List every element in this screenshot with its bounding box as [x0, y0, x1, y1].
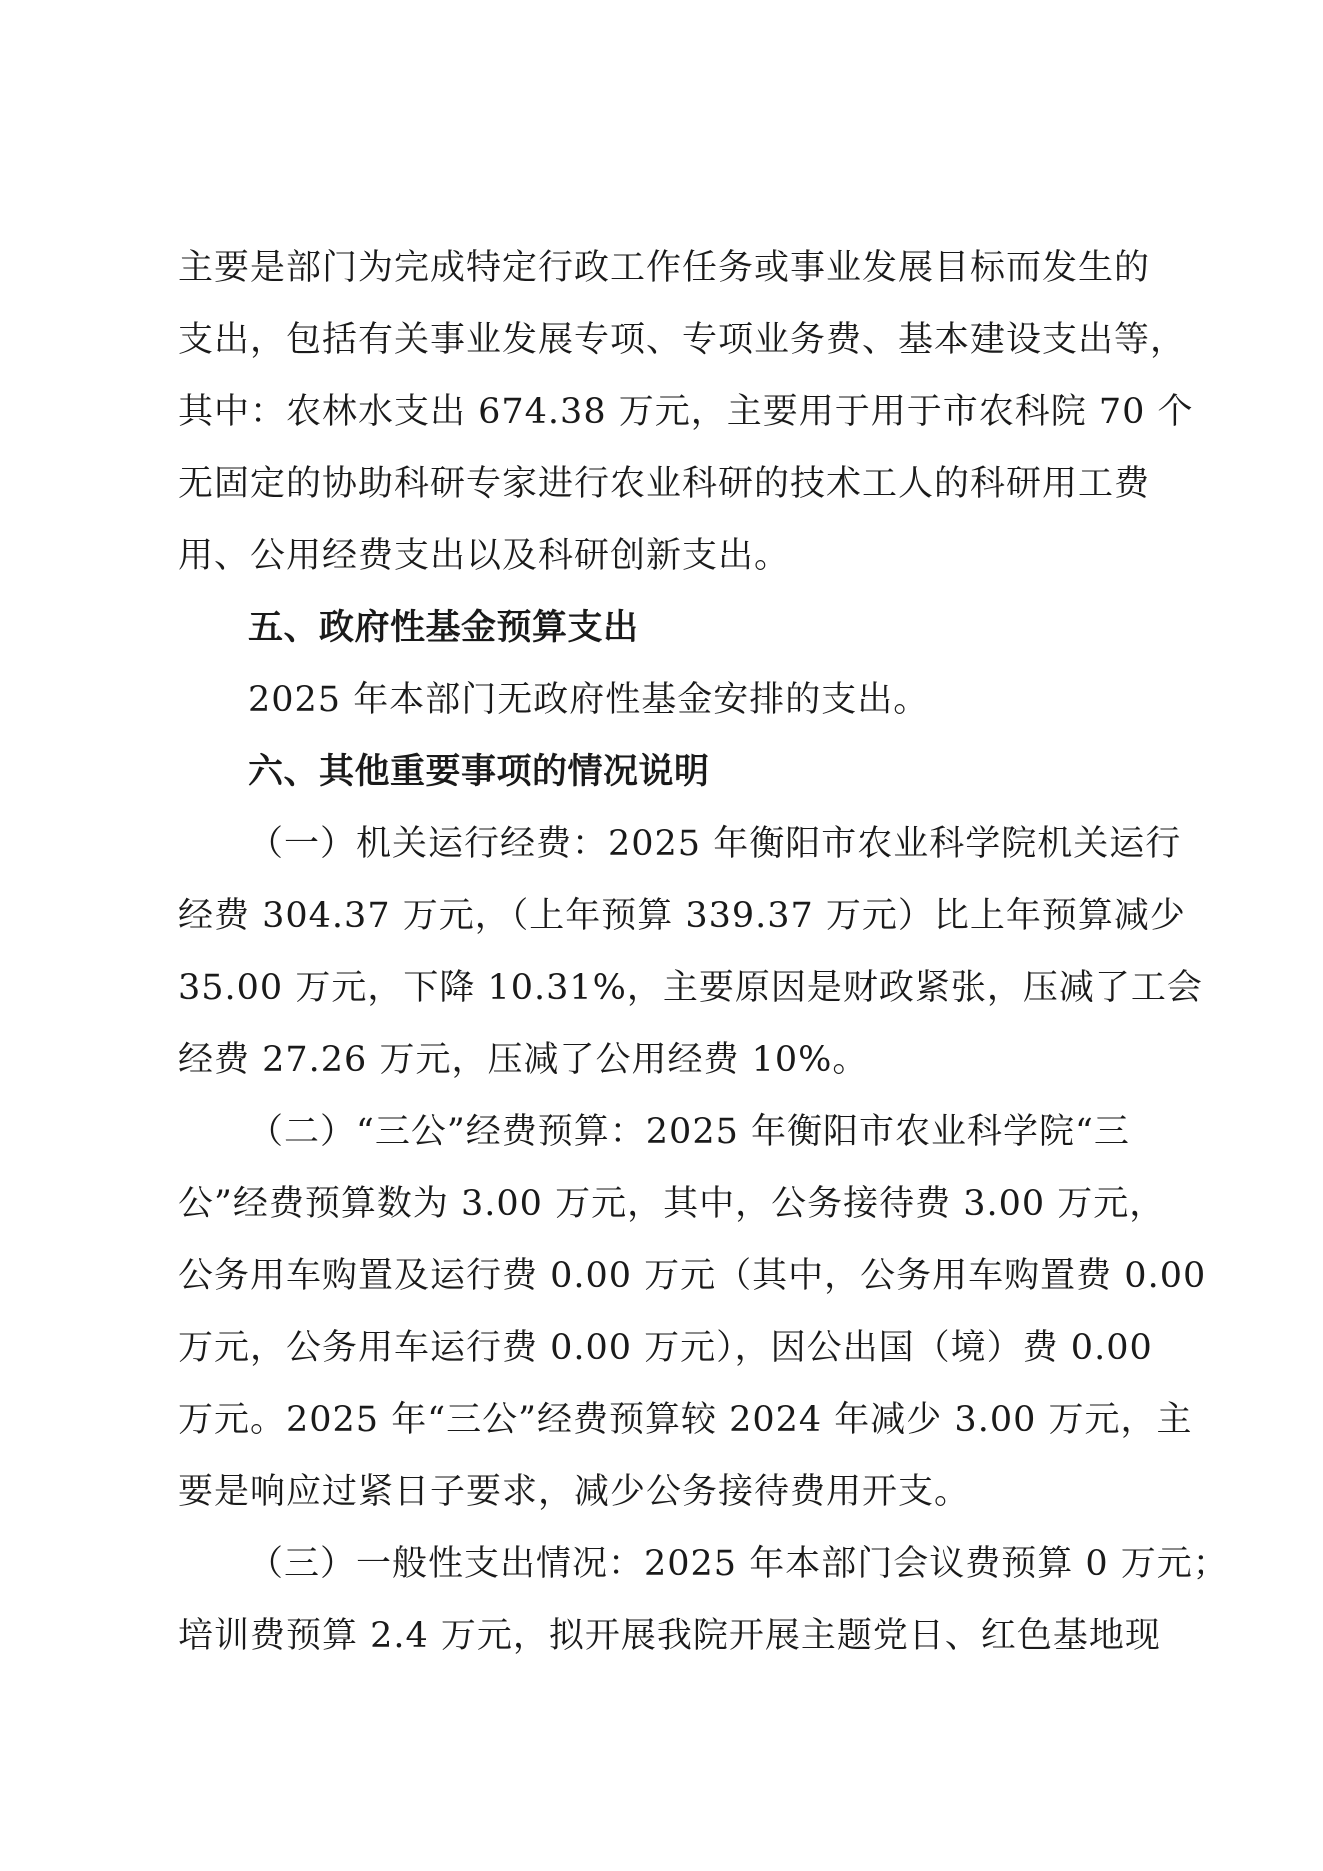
paragraph-line: （二）“三公”经费预算：2025 年衡阳市农业科学院“三 [248, 1112, 1130, 1152]
paragraph-line: （一）机关运行经费：2025 年衡阳市农业科学院机关运行 [248, 824, 1182, 864]
paragraph-line: 用、公用经费支出以及科研创新支出。 [178, 536, 791, 576]
paragraph-line: 支出，包括有关事业发展专项、专项业务费、基本建设支出等， [178, 320, 1187, 360]
paragraph-line: 公”经费预算数为 3.00 万元，其中，公务接待费 3.00 万元， [178, 1184, 1166, 1224]
section-heading-6: 六、其他重要事项的情况说明 [248, 752, 710, 792]
paragraph-line: 35.00 万元，下降 10.31%，主要原因是财政紧张，压减了工会 [178, 968, 1203, 1008]
paragraph-line: 其中：农林水支出 674.38 万元，主要用于用于市农科院 70 个 [178, 392, 1194, 432]
paragraph-line: 2025 年本部门无政府性基金安排的支出。 [248, 680, 930, 720]
paragraph-line: 经费 304.37 万元，（上年预算 339.37 万元）比上年预算减少 [178, 896, 1186, 936]
paragraph-line: （三）一般性支出情况：2025 年本部门会议费预算 0 万元； [248, 1544, 1229, 1584]
paragraph-line: 要是响应过紧日子要求，减少公务接待费用开支。 [178, 1472, 971, 1512]
paragraph-line: 万元。2025 年“三公”经费预算较 2024 年减少 3.00 万元，主 [178, 1400, 1193, 1440]
section-heading-5: 五、政府性基金预算支出 [248, 608, 639, 648]
paragraph-line: 经费 27.26 万元，压减了公用经费 10%。 [178, 1040, 869, 1080]
paragraph-line: 公务用车购置及运行费 0.00 万元（其中，公务用车购置费 0.00 [178, 1256, 1207, 1296]
paragraph-line: 无固定的协助科研专家进行农业科研的技术工人的科研用工费 [178, 464, 1151, 504]
paragraph-line: 主要是部门为完成特定行政工作任务或事业发展目标而发生的 [178, 248, 1151, 288]
paragraph-line: 万元，公务用车运行费 0.00 万元），因公出国（境）费 0.00 [178, 1328, 1153, 1368]
paragraph-line: 培训费预算 2.4 万元，拟开展我院开展主题党日、红色基地现 [178, 1616, 1161, 1656]
